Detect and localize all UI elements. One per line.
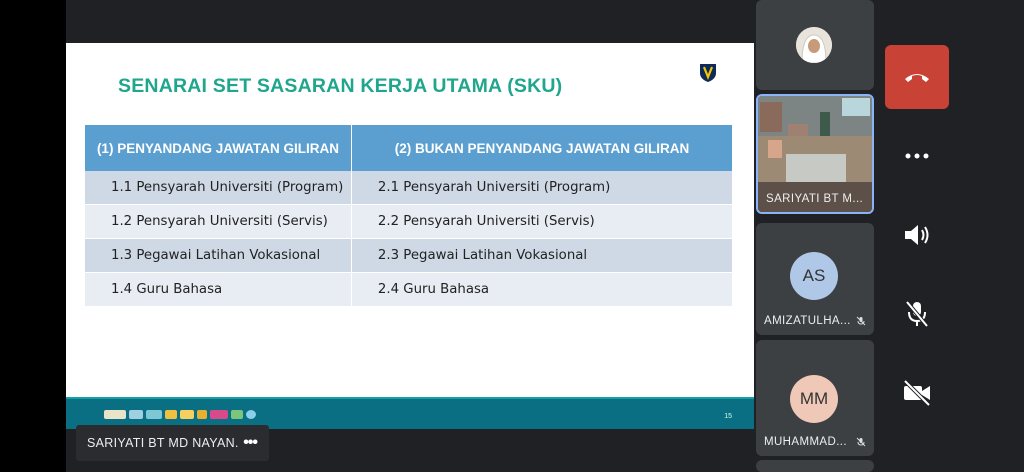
avatar-initials: MM	[799, 389, 829, 408]
footer-logo	[246, 410, 256, 419]
table-cell: 2.2 Pensyarah Universiti (Servis)	[352, 205, 732, 239]
left-edge	[0, 0, 66, 472]
participant-tile-active[interactable]	[756, 94, 874, 214]
footer-logos	[104, 407, 256, 421]
camera-off-icon	[902, 380, 932, 406]
table-cell: 1.3 Pegawai Latihan Vokasional	[85, 239, 352, 273]
slide-page-number: 15	[724, 413, 732, 420]
column-header: (2) BUKAN PENYANDANG JAWATAN GILIRAN	[352, 125, 732, 171]
university-logo	[686, 63, 732, 101]
table-row	[85, 205, 732, 239]
presenter-more-button[interactable]: •••	[243, 434, 257, 451]
participant-name: SARIYATI BT M...	[766, 193, 864, 205]
presenter-name-pill	[76, 425, 269, 461]
table-cell: 1.2 Pensyarah Universiti (Servis)	[85, 205, 352, 239]
footer-logo	[180, 410, 194, 419]
table-cell: 1.1 Pensyarah Universiti (Program)	[85, 171, 352, 205]
participant-name: MUHAMMAD...	[764, 436, 847, 448]
mic-muted-icon	[856, 316, 866, 326]
avatar	[790, 375, 838, 423]
footer-logo	[129, 410, 143, 419]
participant-tile[interactable]	[756, 223, 874, 335]
participant-tile[interactable]	[756, 340, 874, 456]
footer-logo	[165, 410, 177, 419]
sku-table	[85, 125, 732, 307]
avatar-initials: AS	[802, 266, 826, 285]
footer-logo	[104, 410, 126, 419]
table-row	[85, 171, 732, 205]
table-cell: 2.3 Pegawai Latihan Vokasional	[352, 239, 732, 273]
camera-toggle-button[interactable]	[885, 361, 949, 425]
table-row	[85, 239, 732, 273]
participant-name: AMIZATULHA...	[764, 315, 851, 327]
footer-logo	[231, 410, 243, 419]
table-cell: 2.1 Pensyarah Universiti (Program)	[352, 171, 732, 205]
footer-logo	[146, 410, 162, 419]
table-header-row	[85, 125, 732, 171]
table-cell: 1.4 Guru Bahasa	[85, 273, 352, 307]
participant-photo	[796, 27, 832, 63]
person-avatar-icon	[796, 27, 832, 63]
mic-off-icon	[904, 300, 930, 328]
avatar	[790, 252, 838, 300]
microphone-toggle-button[interactable]	[885, 282, 949, 346]
table-cell: 2.4 Guru Bahasa	[352, 273, 732, 307]
participant-tile[interactable]	[756, 460, 874, 472]
speaker-icon	[903, 223, 931, 247]
presenter-name: SARIYATI BT MD NAYAN.	[87, 436, 239, 450]
table-row	[85, 273, 732, 307]
more-options-icon	[905, 153, 929, 159]
end-call-button[interactable]	[885, 45, 949, 109]
phone-hangup-icon	[904, 71, 930, 83]
participant-tile[interactable]	[756, 0, 874, 90]
mic-muted-icon	[856, 437, 866, 447]
more-options-button[interactable]	[885, 124, 949, 188]
column-header: (1) PENYANDANG JAWATAN GILIRAN	[85, 125, 352, 171]
slide-title: SENARAI SET SASARAN KERJA UTAMA (SKU)	[118, 75, 563, 97]
footer-logo	[197, 410, 207, 419]
footer-logo	[210, 410, 228, 419]
shared-slide	[66, 43, 754, 429]
speaker-button[interactable]	[885, 203, 949, 267]
logo-shield-icon	[699, 63, 717, 83]
